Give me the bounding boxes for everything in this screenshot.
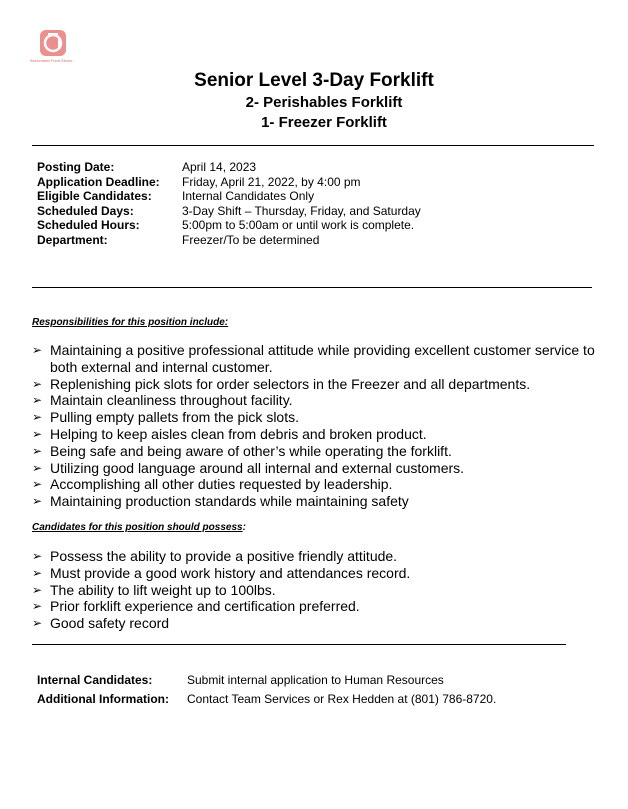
detail-value: Freezer/To be determined: [182, 232, 320, 247]
list-item: ➢ Possess the ability to provide a positive friendly attitude.: [32, 548, 398, 564]
logo-mark-icon: [40, 30, 66, 56]
list-item: ➢ Replenishing pick slots for order selectors in the Freezer and all departments.: [32, 375, 531, 392]
detail-row-application-deadline: [37, 175, 421, 190]
detail-label: Scheduled Hours:: [37, 218, 140, 232]
footer-value: Submit internal application to Human Resources: [187, 673, 444, 687]
detail-row-scheduled-days: [37, 204, 421, 219]
list-item: ➢ Prior forklift experience and certification preferred.: [32, 598, 360, 615]
list-item: ➢ Utilizing good language around all internal and external customers.: [32, 459, 465, 476]
list-item: ➢ Good safety record: [32, 615, 170, 632]
posting-title: Senior Level 3-Day Forklift: [194, 70, 434, 91]
arrow-bullet-icon: ➢: [32, 494, 43, 509]
arrow-bullet-icon: ➢: [32, 376, 43, 391]
posting-subtitle-freezer: 1- Freezer Forklift: [261, 114, 387, 131]
footer-value: Contact Team Services or Rex Hedden at (801) 786-8720.: [187, 692, 497, 706]
detail-label: Posting Date:: [37, 160, 115, 174]
arrow-bullet-icon: ➢: [32, 410, 43, 425]
logo-wordmark: Associated Food Stores: [30, 58, 73, 63]
footer-label: Additional Information:: [37, 692, 169, 706]
list-item: ➢ Maintain cleanliness throughout facility.: [32, 392, 293, 409]
arrow-bullet-icon: ➢: [32, 393, 43, 408]
footer-row-internal-candidates: [37, 671, 496, 690]
arrow-bullet-icon: ➢: [32, 599, 43, 614]
detail-value: April 14, 2023: [182, 160, 257, 174]
responsibilities-heading: Responsibilities for this position include:: [32, 317, 229, 328]
detail-row-posting-date: [37, 160, 421, 175]
contact-info: [37, 671, 496, 709]
detail-value: 3-Day Shift – Thursday, Friday, and Saturday: [182, 203, 421, 218]
arrow-bullet-icon: ➢: [32, 443, 43, 458]
responsibilities-list: [32, 342, 598, 510]
detail-label: Scheduled Days:: [37, 203, 134, 218]
list-item: ➢ Accomplishing all other duties requested by leadership.: [32, 476, 393, 493]
detail-value: Friday, April 21, 2022, by 4:00 pm: [182, 174, 361, 189]
detail-value: Internal Candidates Only: [182, 189, 315, 203]
arrow-bullet-icon: ➢: [32, 477, 43, 492]
detail-row-eligible-candidates: [37, 189, 421, 204]
list-item: ➢ Helping to keep aisles clean from debris and broken product.: [32, 425, 427, 442]
list-item: ➢ Maintaining a positive professional attitude while providing excellent customer service to both external and internal customer.: [32, 342, 595, 375]
arrow-bullet-icon: ➢: [32, 460, 43, 475]
list-item: ➢ Pulling empty pallets from the pick slots.: [32, 409, 299, 426]
arrow-bullet-icon: ➢: [32, 565, 43, 580]
divider: [32, 145, 594, 146]
arrow-bullet-icon: ➢: [32, 426, 43, 441]
divider: [32, 287, 592, 288]
arrow-bullet-icon: ➢: [32, 582, 43, 597]
footer-row-additional-information: [37, 690, 496, 709]
detail-value: 5:00pm to 5:00am or until work is complete.: [182, 218, 415, 232]
footer-label: Internal Candidates:: [37, 673, 153, 687]
arrow-bullet-icon: ➢: [32, 549, 43, 563]
list-item: ➢ Being safe and being aware of other’s while operating the forklift.: [32, 442, 452, 459]
posting-subtitle-perishables: 2- Perishables Forklift: [245, 94, 403, 111]
detail-label: Application Deadline:: [37, 174, 160, 189]
company-logo: [30, 30, 82, 63]
arrow-bullet-icon: ➢: [32, 616, 43, 631]
detail-label: Department:: [37, 232, 108, 247]
list-item: ➢ The ability to lift weight up to 100lbs.: [32, 581, 276, 598]
detail-label: Eligible Candidates:: [37, 189, 152, 203]
list-item: ➢ Maintaining production standards while maintaining safety: [32, 493, 409, 510]
posting-details: [37, 160, 421, 247]
qualifications-heading: Candidates for this position should possess:: [32, 522, 246, 533]
divider: [32, 644, 566, 645]
arrow-bullet-icon: ➢: [32, 343, 43, 357]
list-item: ➢ Must provide a good work history and attendances record.: [32, 564, 411, 581]
detail-row-scheduled-hours: [37, 218, 421, 233]
detail-row-department: [37, 233, 421, 248]
qualifications-list: [32, 548, 598, 632]
